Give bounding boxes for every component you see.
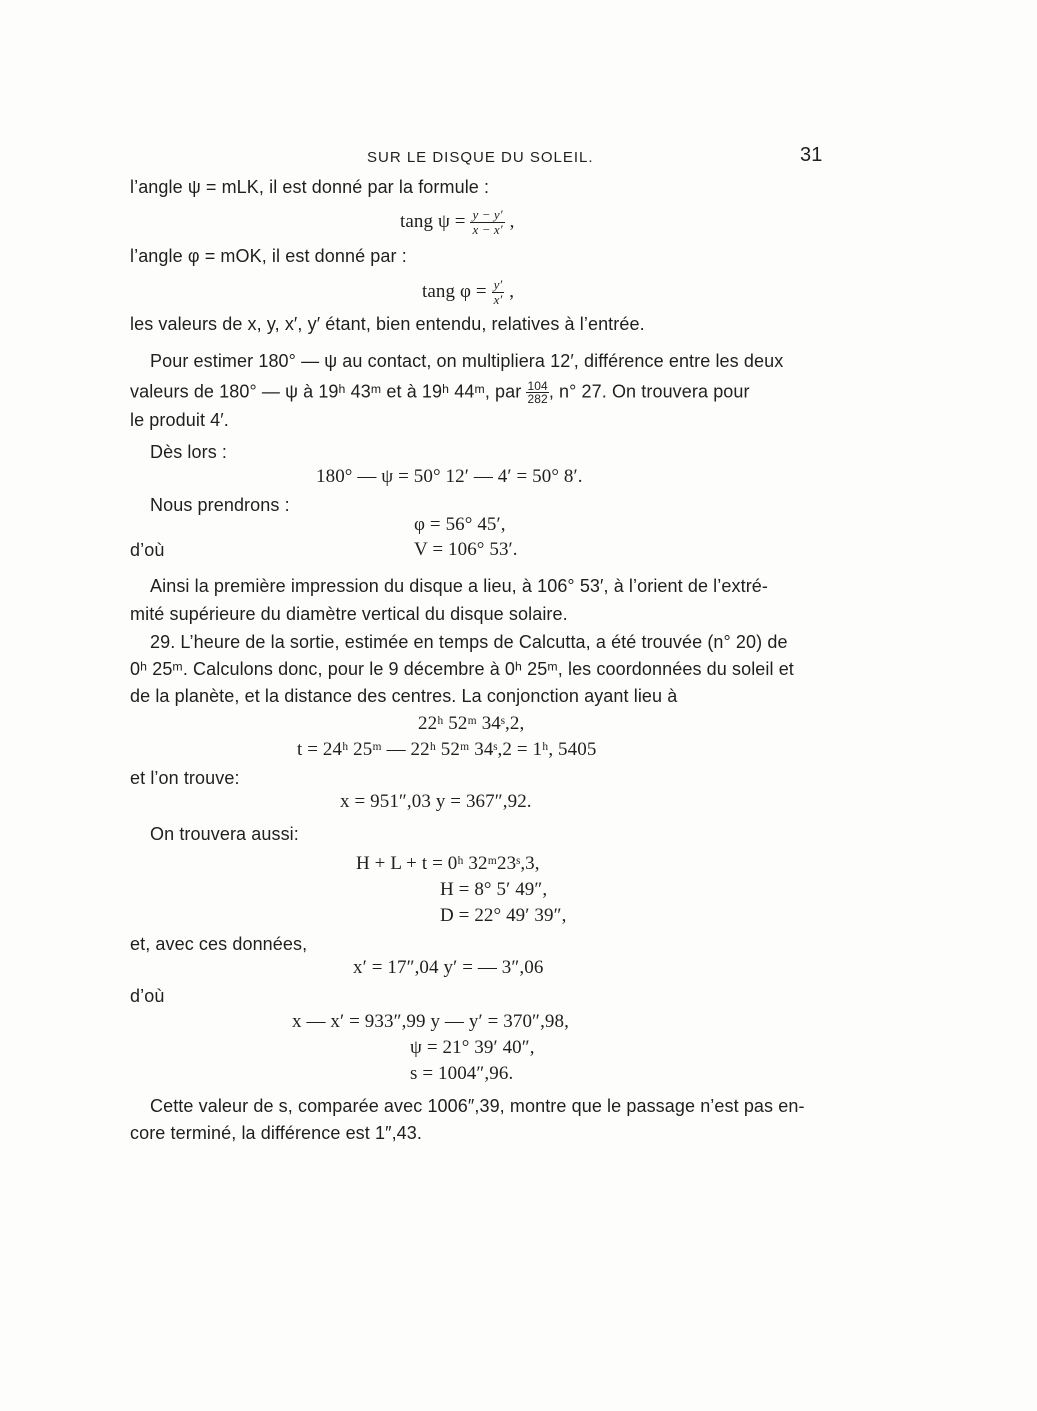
equation: x = 951″,03 y = 367″,92.: [340, 791, 532, 812]
fraction: [526, 380, 548, 405]
formula-tang-psi: [400, 208, 514, 237]
denominator: x − x′: [472, 222, 503, 237]
text-line: Dès lors :: [150, 442, 228, 462]
text-line: 29. L’heure de la sortie, estimée en temps de Calcutta, a été trouvée (n° 20) de: [150, 632, 788, 652]
equation: 180° — ψ = 50° 12′ — 4′ = 50° 8′.: [316, 466, 583, 487]
equation: s = 1004″,96.: [410, 1063, 514, 1084]
text-line: core terminé, la différence est 1″,43.: [130, 1123, 422, 1143]
equation: ψ = 21° 39′ 40″,: [410, 1037, 535, 1058]
formula-tang-phi: [422, 278, 514, 307]
text-line: d’où: [130, 540, 165, 560]
text-line: Pour estimer 180° — ψ au contact, on multipliera 12′, différence entre les deux: [150, 351, 784, 371]
text-line: 0ʰ 25ᵐ. Calculons donc, pour le 9 décembre à 0ʰ 25ᵐ, les coordonnées du soleil et: [130, 659, 794, 679]
denominator: 282: [527, 392, 548, 406]
text-line: mité supérieure du diamètre vertical du disque solaire.: [130, 604, 568, 624]
running-header: SUR LE DISQUE DU SOLEIL.: [367, 149, 594, 166]
numerator: 104: [527, 379, 548, 393]
text-line: et, avec ces données,: [130, 934, 308, 954]
equation: H = 8° 5′ 49″,: [440, 879, 548, 900]
fraction: [470, 208, 504, 237]
numerator: y′: [493, 277, 503, 292]
text-line: et l’on trouve:: [130, 768, 240, 788]
formula-lhs: tang φ =: [422, 280, 487, 302]
fraction: [492, 278, 505, 307]
text-line: de la planète, et la distance des centres. La conjonction ayant lieu à: [130, 686, 678, 706]
text-line: d’où: [130, 986, 165, 1006]
text-line: Nous prendrons :: [150, 495, 290, 515]
equation: 22ʰ 52ᵐ 34ˢ,2,: [418, 713, 525, 734]
text-segment: , n° 27. On trouvera pour: [548, 381, 750, 402]
equation: x′ = 17″,04 y′ = — 3″,06: [353, 957, 544, 978]
text-line: le produit 4′.: [130, 410, 229, 430]
text-line: l’angle φ = mOK, il est donné par :: [130, 246, 407, 266]
text-line: les valeurs de x, y, x′, y′ étant, bien entendu, relatives à l’entrée.: [130, 314, 645, 334]
equation: V = 106° 53′.: [414, 539, 518, 560]
equation: H + L + t = 0ʰ 32ᵐ23ˢ,3,: [356, 853, 540, 874]
text-line: [130, 380, 750, 405]
formula-tail: ,: [509, 210, 515, 232]
text-segment: valeurs de 180° — ψ à 19ʰ 43ᵐ et à 19ʰ 44ᵐ, par: [130, 381, 522, 402]
text-line: Ainsi la première impression du disque a lieu, à 106° 53′, à l’orient de l’extré-: [150, 576, 768, 596]
equation: x — x′ = 933″,99 y — y′ = 370″,98,: [292, 1011, 569, 1032]
numerator: y − y′: [472, 207, 503, 222]
equation: D = 22° 49′ 39″,: [440, 905, 567, 926]
text-line: Cette valeur de s, comparée avec 1006″,39, montre que le passage n’est pas en-: [150, 1096, 805, 1116]
denominator: x′: [493, 292, 503, 307]
page-number: 31: [800, 144, 823, 166]
text-line: On trouvera aussi:: [150, 824, 299, 844]
equation: t = 24ʰ 25ᵐ — 22ʰ 52ᵐ 34ˢ,2 = 1ʰ, 5405: [297, 739, 597, 760]
formula-tail: ,: [509, 280, 515, 302]
text-line: l’angle ψ = mLK, il est donné par la formule :: [130, 177, 490, 197]
equation: φ = 56° 45′,: [414, 514, 506, 535]
formula-lhs: tang ψ =: [400, 210, 466, 232]
